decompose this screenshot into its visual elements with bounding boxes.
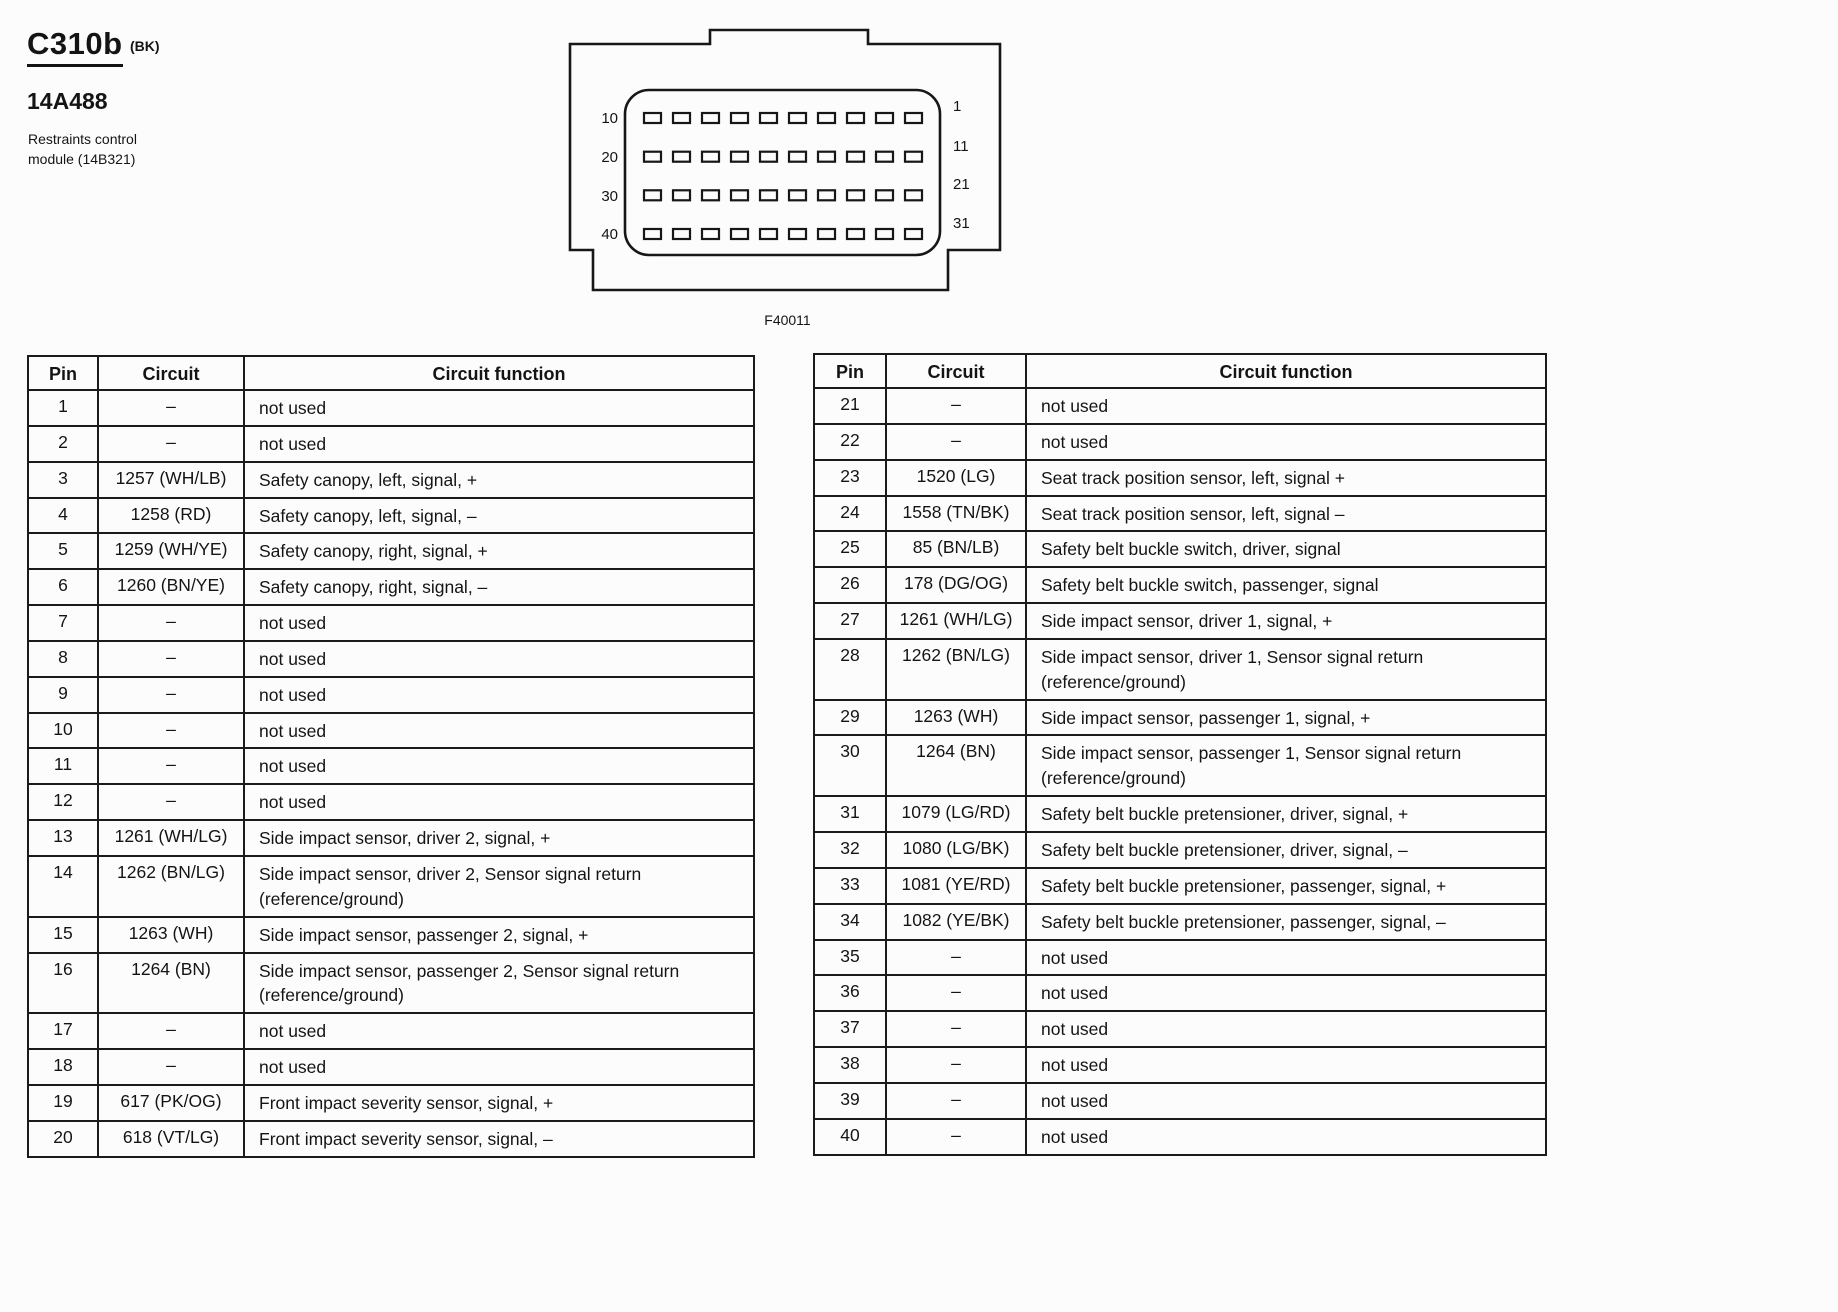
function-cell: not used (244, 426, 754, 462)
pin-cell: 7 (28, 605, 98, 641)
pin-row (28, 856, 754, 917)
pin-cell: 40 (814, 1119, 886, 1155)
pin-row (814, 567, 1546, 603)
circuit-cell: – (98, 1013, 244, 1049)
pin-slot (702, 152, 719, 162)
pin-row (28, 748, 754, 784)
function-cell: not used (1026, 1083, 1546, 1119)
pin-row (814, 531, 1546, 567)
circuit-cell: 85 (BN/LB) (886, 531, 1026, 567)
pin-row (814, 639, 1546, 700)
pin-cell: 38 (814, 1047, 886, 1083)
pin-row-label-right-1: 1 (953, 98, 962, 115)
pin-row (28, 426, 754, 462)
pin-row-label-left-4: 40 (601, 226, 618, 243)
pin-row-label-right-3: 21 (953, 176, 970, 193)
pin-cell: 21 (814, 388, 886, 424)
pin-slot (760, 152, 777, 162)
table-header-row (28, 356, 754, 390)
pin-cell: 3 (28, 462, 98, 498)
circuit-cell: – (98, 390, 244, 426)
function-cell: not used (244, 605, 754, 641)
function-cell: not used (1026, 1047, 1546, 1083)
function-cell: not used (1026, 975, 1546, 1011)
pin-slot (702, 113, 719, 123)
circuit-cell: 178 (DG/OG) (886, 567, 1026, 603)
circuit-cell: 1261 (WH/LG) (886, 603, 1026, 639)
pin-cell: 27 (814, 603, 886, 639)
circuit-cell: 1081 (YE/RD) (886, 868, 1026, 904)
pin-row (28, 784, 754, 820)
column-header: Pin (28, 356, 98, 390)
pin-row (814, 1011, 1546, 1047)
circuit-cell: – (98, 426, 244, 462)
pin-row (814, 940, 1546, 976)
pin-slot (731, 229, 748, 239)
pin-cell: 14 (28, 856, 98, 917)
pinout-table-left (27, 355, 755, 1158)
pin-grid (644, 113, 922, 239)
figure-label: F40011 (764, 312, 811, 328)
circuit-cell: 1520 (LG) (886, 460, 1026, 496)
pin-slot (905, 152, 922, 162)
pin-cell: 35 (814, 940, 886, 976)
pin-slot (644, 229, 661, 239)
circuit-cell: – (886, 1083, 1026, 1119)
function-cell: not used (1026, 388, 1546, 424)
function-cell: Safety belt buckle pretensioner, driver, signal, + (1026, 796, 1546, 832)
circuit-cell: 617 (PK/OG) (98, 1085, 244, 1121)
pin-row (814, 388, 1546, 424)
circuit-cell: – (886, 424, 1026, 460)
pin-cell: 28 (814, 639, 886, 700)
pin-cell: 19 (28, 1085, 98, 1121)
pin-slot (876, 190, 893, 200)
circuit-cell: – (98, 641, 244, 677)
column-header: Circuit function (1026, 354, 1546, 388)
pinout-table-right (813, 353, 1547, 1156)
pin-slot (789, 229, 806, 239)
pin-cell: 12 (28, 784, 98, 820)
pin-slot (673, 229, 690, 239)
pin-cell: 18 (28, 1049, 98, 1085)
column-header: Circuit (886, 354, 1026, 388)
pin-row (28, 498, 754, 534)
function-cell: Safety canopy, left, signal, + (244, 462, 754, 498)
circuit-cell: 618 (VT/LG) (98, 1121, 244, 1157)
function-cell: Side impact sensor, passenger 1, Sensor signal return (reference/ground) (1026, 735, 1546, 796)
function-cell: not used (244, 641, 754, 677)
function-cell: not used (1026, 1119, 1546, 1155)
pin-slot (731, 152, 748, 162)
circuit-cell: 1259 (WH/YE) (98, 533, 244, 569)
pin-slot (818, 152, 835, 162)
pin-cell: 30 (814, 735, 886, 796)
pin-row (28, 605, 754, 641)
connector-diagram (565, 25, 1010, 305)
pin-slot (876, 229, 893, 239)
pin-row (814, 1047, 1546, 1083)
function-cell: not used (244, 677, 754, 713)
pin-slot (702, 229, 719, 239)
pin-cell: 6 (28, 569, 98, 605)
pin-slot (818, 190, 835, 200)
pin-cell: 34 (814, 904, 886, 940)
circuit-cell: – (98, 784, 244, 820)
table-header-row (814, 354, 1546, 388)
pin-cell: 8 (28, 641, 98, 677)
column-header: Circuit function (244, 356, 754, 390)
pin-row (814, 904, 1546, 940)
pin-row (814, 1119, 1546, 1155)
pin-cell: 9 (28, 677, 98, 713)
pin-cell: 37 (814, 1011, 886, 1047)
pin-cell: 2 (28, 426, 98, 462)
module-name (28, 130, 137, 169)
pin-slot (673, 190, 690, 200)
pin-cell: 26 (814, 567, 886, 603)
circuit-cell: 1082 (YE/BK) (886, 904, 1026, 940)
pin-cell: 39 (814, 1083, 886, 1119)
pin-cell: 22 (814, 424, 886, 460)
pin-row-label-right-2: 11 (953, 138, 969, 155)
function-cell: Side impact sensor, passenger 2, Sensor signal return (reference/ground) (244, 953, 754, 1014)
pin-cell: 4 (28, 498, 98, 534)
function-cell: not used (244, 1013, 754, 1049)
pin-cell: 20 (28, 1121, 98, 1157)
pin-row (28, 917, 754, 953)
pin-row (28, 1121, 754, 1157)
pin-slot (876, 152, 893, 162)
pin-slot (905, 229, 922, 239)
function-cell: Front impact severity sensor, signal, + (244, 1085, 754, 1121)
function-cell: Safety belt buckle switch, driver, signal (1026, 531, 1546, 567)
function-cell: Side impact sensor, driver 2, signal, + (244, 820, 754, 856)
function-cell: Seat track position sensor, left, signal – (1026, 496, 1546, 532)
pin-cell: 23 (814, 460, 886, 496)
circuit-cell: 1257 (WH/LB) (98, 462, 244, 498)
function-cell: not used (1026, 1011, 1546, 1047)
pin-cell: 13 (28, 820, 98, 856)
pin-slot (818, 229, 835, 239)
circuit-cell: – (886, 975, 1026, 1011)
pin-row (28, 820, 754, 856)
circuit-cell: – (98, 1049, 244, 1085)
function-cell: Seat track position sensor, left, signal + (1026, 460, 1546, 496)
pin-slot (702, 190, 719, 200)
pin-row (814, 424, 1546, 460)
pin-slot (644, 113, 661, 123)
pin-slot (789, 113, 806, 123)
pin-slot (847, 113, 864, 123)
circuit-cell: – (886, 1047, 1026, 1083)
module-name-line1: Restraints control (28, 131, 137, 147)
function-cell: Front impact severity sensor, signal, – (244, 1121, 754, 1157)
pin-row (28, 1085, 754, 1121)
pin-row (28, 533, 754, 569)
pin-row (814, 460, 1546, 496)
pin-cell: 29 (814, 700, 886, 736)
circuit-cell: – (886, 1011, 1026, 1047)
pin-row-label-left-1: 10 (601, 110, 618, 127)
column-header: Pin (814, 354, 886, 388)
function-cell: Side impact sensor, passenger 2, signal, + (244, 917, 754, 953)
function-cell: Side impact sensor, passenger 1, signal, + (1026, 700, 1546, 736)
pin-slot (789, 190, 806, 200)
pin-row (814, 796, 1546, 832)
circuit-cell: 1263 (WH) (98, 917, 244, 953)
pin-row-label-left-2: 20 (601, 149, 618, 166)
pin-row (28, 1013, 754, 1049)
pin-slot (673, 113, 690, 123)
circuit-cell: – (98, 713, 244, 749)
pin-cell: 5 (28, 533, 98, 569)
circuit-cell: 1258 (RD) (98, 498, 244, 534)
pin-cell: 32 (814, 832, 886, 868)
circuit-cell: 1079 (LG/RD) (886, 796, 1026, 832)
connector-id: C310b (27, 26, 123, 67)
pin-row (28, 569, 754, 605)
pin-row (814, 832, 1546, 868)
pin-row (814, 1083, 1546, 1119)
pin-slot (731, 113, 748, 123)
circuit-cell: 1263 (WH) (886, 700, 1026, 736)
function-cell: Safety belt buckle switch, passenger, signal (1026, 567, 1546, 603)
circuit-cell: – (886, 1119, 1026, 1155)
function-cell: not used (244, 748, 754, 784)
pin-row (814, 603, 1546, 639)
pin-row (28, 462, 754, 498)
pin-cell: 17 (28, 1013, 98, 1049)
circuit-cell: 1080 (LG/BK) (886, 832, 1026, 868)
function-cell: not used (244, 784, 754, 820)
pin-slot (905, 190, 922, 200)
pin-cell: 16 (28, 953, 98, 1014)
circuit-cell: 1260 (BN/YE) (98, 569, 244, 605)
function-cell: not used (244, 713, 754, 749)
pin-slot (673, 152, 690, 162)
pin-slot (731, 190, 748, 200)
pin-row (814, 496, 1546, 532)
pin-slot (847, 152, 864, 162)
pin-cell: 31 (814, 796, 886, 832)
pin-row-label-left-3: 30 (601, 188, 618, 205)
pin-slot (905, 113, 922, 123)
circuit-cell: 1261 (WH/LG) (98, 820, 244, 856)
connector-color-code: (BK) (130, 38, 160, 54)
pin-slot (876, 113, 893, 123)
pin-row (28, 641, 754, 677)
pin-slot (644, 190, 661, 200)
circuit-cell: – (886, 388, 1026, 424)
pin-slot (818, 113, 835, 123)
pin-slot (760, 190, 777, 200)
column-header: Circuit (98, 356, 244, 390)
circuit-cell: 1264 (BN) (886, 735, 1026, 796)
pin-cell: 11 (28, 748, 98, 784)
function-cell: not used (1026, 940, 1546, 976)
pin-row (814, 975, 1546, 1011)
pin-slot (760, 229, 777, 239)
pin-row (28, 953, 754, 1014)
pin-slot (789, 152, 806, 162)
function-cell: Safety belt buckle pretensioner, passenger, signal, + (1026, 868, 1546, 904)
circuit-cell: – (98, 677, 244, 713)
pin-slot (847, 229, 864, 239)
pin-cell: 1 (28, 390, 98, 426)
function-cell: Safety canopy, left, signal, – (244, 498, 754, 534)
function-cell: Side impact sensor, driver 1, signal, + (1026, 603, 1546, 639)
function-cell: not used (1026, 424, 1546, 460)
function-cell: Safety canopy, right, signal, + (244, 533, 754, 569)
pin-cell: 33 (814, 868, 886, 904)
pin-cell: 24 (814, 496, 886, 532)
pin-row (28, 677, 754, 713)
pin-row (28, 390, 754, 426)
pin-row (28, 713, 754, 749)
pin-cell: 36 (814, 975, 886, 1011)
pin-slot (847, 190, 864, 200)
function-cell: Safety canopy, right, signal, – (244, 569, 754, 605)
circuit-cell: – (98, 748, 244, 784)
function-cell: not used (244, 390, 754, 426)
pin-cell: 25 (814, 531, 886, 567)
pin-row (28, 1049, 754, 1085)
circuit-cell: 1262 (BN/LG) (98, 856, 244, 917)
function-cell: Safety belt buckle pretensioner, driver, signal, – (1026, 832, 1546, 868)
circuit-cell: – (886, 940, 1026, 976)
pin-cell: 15 (28, 917, 98, 953)
function-cell: Side impact sensor, driver 2, Sensor signal return (reference/ground) (244, 856, 754, 917)
pin-row (814, 868, 1546, 904)
function-cell: Side impact sensor, driver 1, Sensor signal return (reference/ground) (1026, 639, 1546, 700)
pin-row (814, 700, 1546, 736)
pin-row-label-right-4: 31 (953, 215, 970, 232)
pin-cell: 10 (28, 713, 98, 749)
function-cell: Safety belt buckle pretensioner, passenger, signal, – (1026, 904, 1546, 940)
circuit-cell: – (98, 605, 244, 641)
pin-slot (760, 113, 777, 123)
circuit-cell: 1264 (BN) (98, 953, 244, 1014)
function-cell: not used (244, 1049, 754, 1085)
circuit-cell: 1558 (TN/BK) (886, 496, 1026, 532)
module-name-line2: module (14B321) (28, 150, 136, 167)
pin-slot (644, 152, 661, 162)
pin-row (814, 735, 1546, 796)
part-number: 14A488 (27, 88, 108, 114)
circuit-cell: 1262 (BN/LG) (886, 639, 1026, 700)
